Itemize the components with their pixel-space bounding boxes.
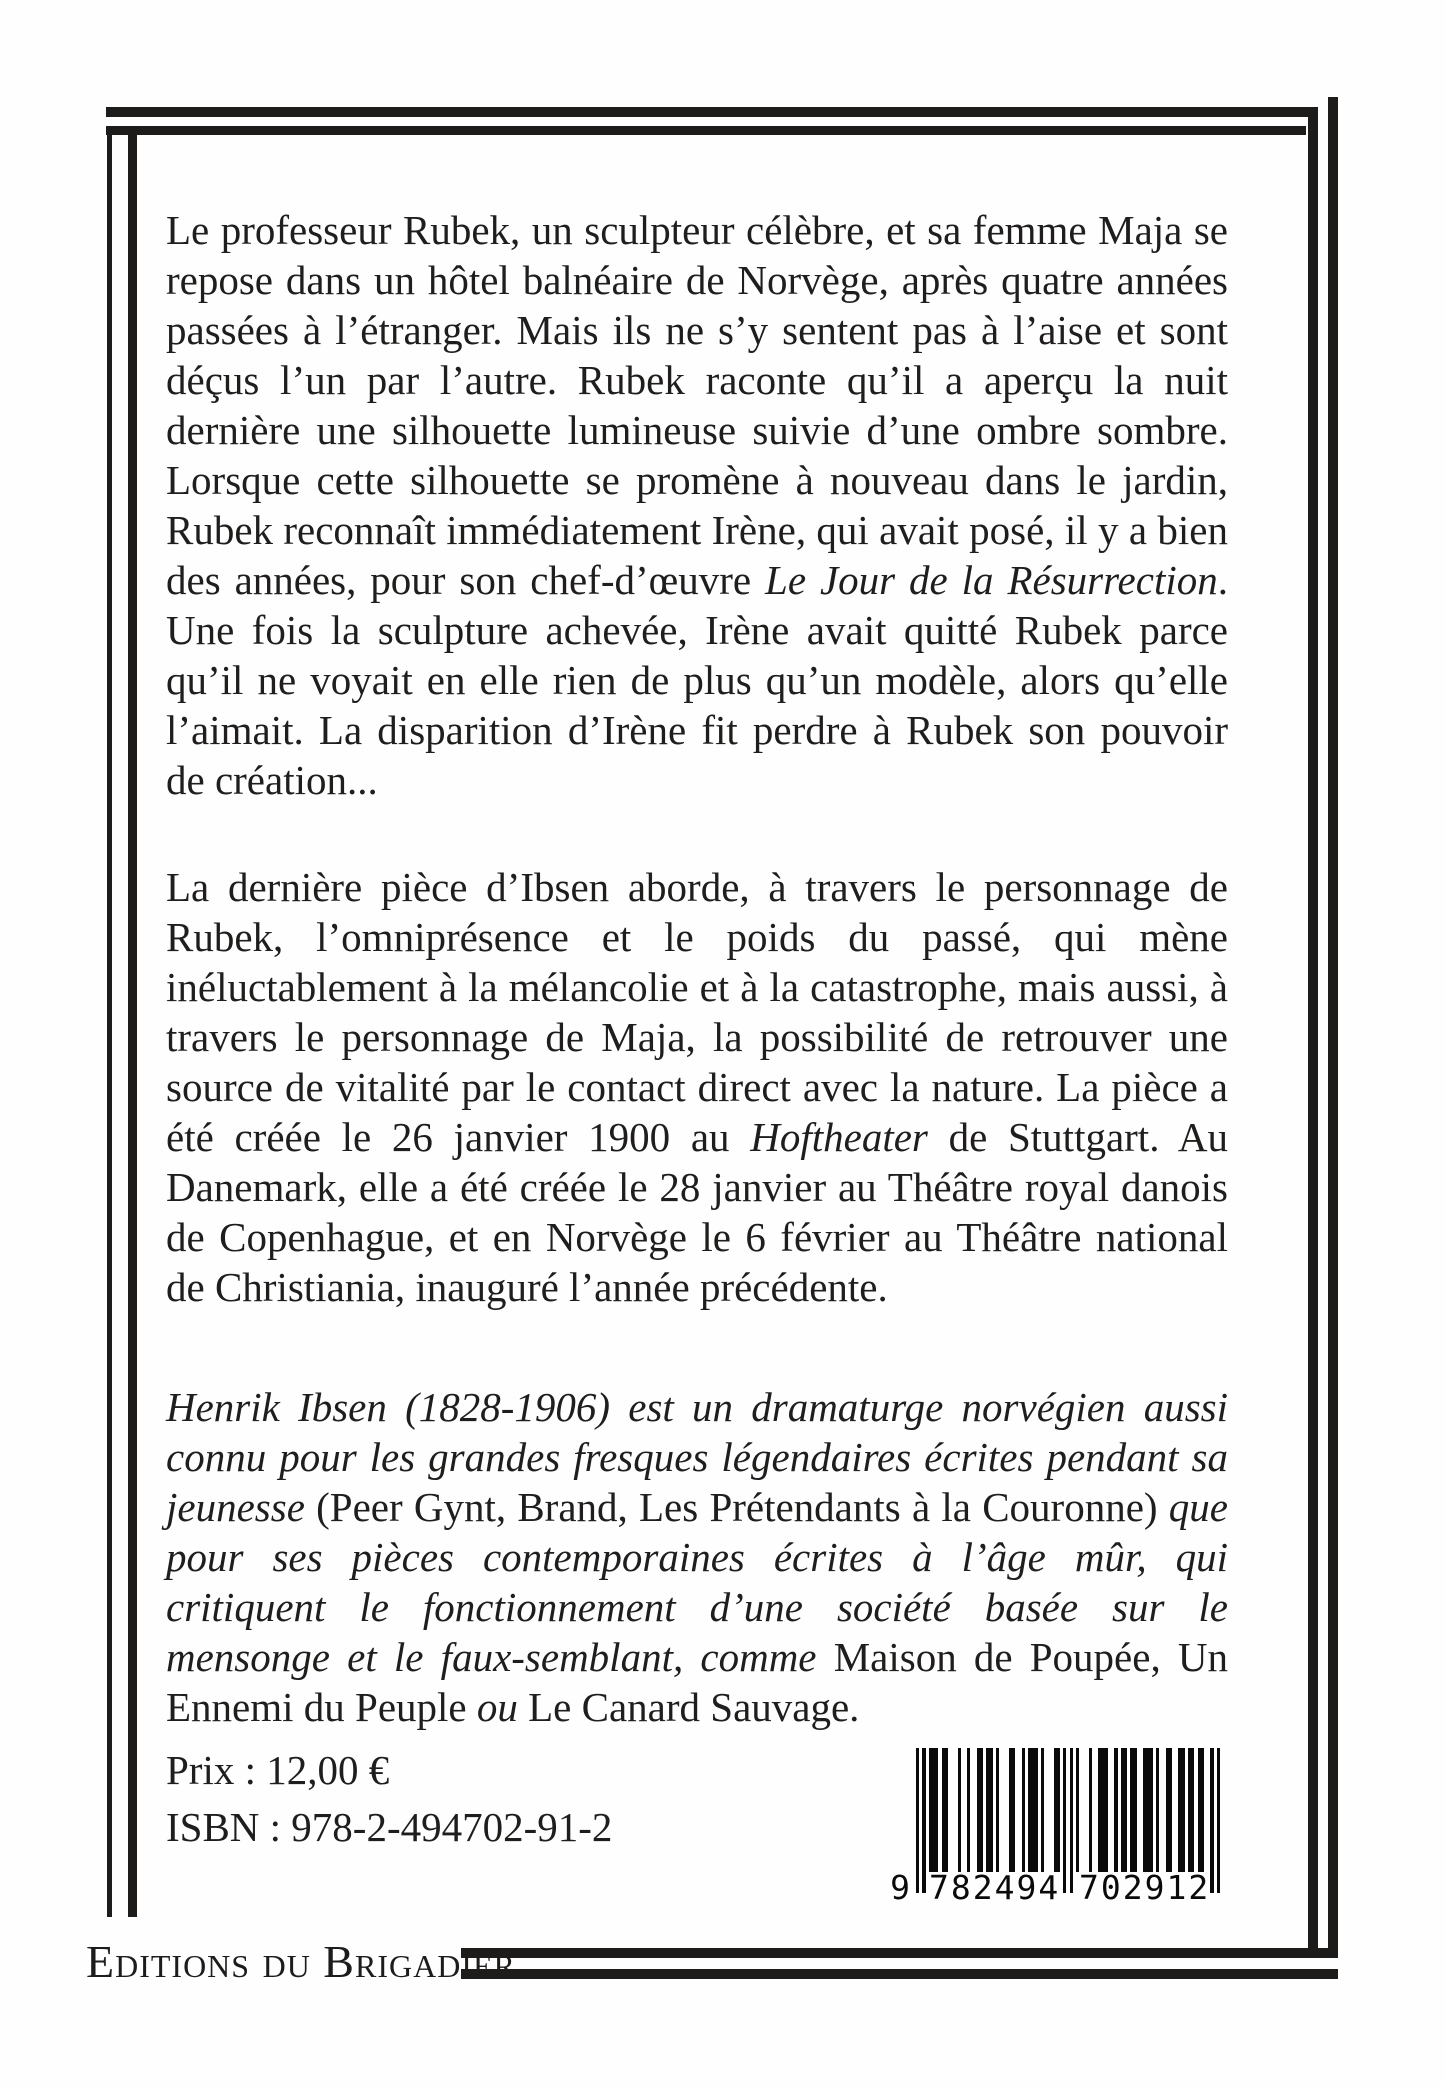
barcode-digits-right: 702912 <box>1079 1868 1211 1907</box>
price-isbn-block <box>166 1742 612 1856</box>
frame-top-rule-inner <box>106 126 1306 135</box>
frame-bottom-rule-2 <box>461 1969 1338 1979</box>
barcode-digit-first: 9 <box>890 1868 910 1907</box>
barcode-digits-left: 782494 <box>929 1868 1061 1907</box>
frame-top-rule-outer <box>106 107 1318 117</box>
isbn-label: ISBN : 978-2-494702-91-2 <box>166 1804 613 1850</box>
frame-left-rule-outer <box>107 126 112 1917</box>
synopsis-paragraph: Le professeur Rubek, un sculpteur célèbre, et sa femme Maja se repose dans un hôtel balnéaire de Norvège, après quatre années passées à l’étranger. Mais ils ne s’y sentent pas à l’aise et sont déçus l’un par l’autre. Rubek raconte qu’il a aperçu la nuit dernière une silhouette lumineuse suivie d’une ombre sombre. Lorsque cette silhouette se promène à nouveau dans le jardin, Rubek reconnaît immédiatement Irène, qui avait posé, il y a bien des années, pour son chef-d’œuvre Le Jour de la Résurrection. Une fois la sculpture achevée, Irène avait quitté Rubek parce qu’il ne voyait en elle rien de plus qu’un modèle, alors qu’elle l’aimait. La disparition d’Irène fit perdre à Rubek son pouvoir de création... <box>166 207 1228 803</box>
frame-right-rule-outer <box>1328 97 1338 1958</box>
price-label: Prix : 12,00 € <box>166 1747 390 1793</box>
frame-left-rule-inner <box>128 135 137 1917</box>
ean13-barcode <box>890 1748 1220 1910</box>
author-bio-paragraph: Henrik Ibsen (1828-1906) est un dramaturge norvégien aussi connu pour les grandes fresques légendaires écrites pendant sa jeunesse (Peer Gynt, Brand, Les Prétendants à la Couronne) que pour ses pièces contemporaines écrites à l’âge mûr, qui critiquent le fonctionnement d’une société basée sur le mensonge et le faux-semblant, comme Maison de Poupée, Un Ennemi du Peuple ou Le Canard Sauvage. <box>166 1384 1228 1730</box>
frame-right-rule-inner <box>1308 107 1318 1958</box>
frame-bottom-rule-1 <box>461 1948 1338 1958</box>
back-cover-text <box>166 205 1228 1732</box>
publisher-name: Editions du Brigadier <box>86 1936 516 1987</box>
production-history-paragraph: La dernière pièce d’Ibsen aborde, à travers le personnage de Rubek, l’omniprésence et le poids du passé, qui mène inéluctablement à la mélancolie et à la catastrophe, mais aussi, à travers le personnage de Maja, la possibilité de retrouver une source de vitalité par le contact direct avec la nature. La pièce a été créée le 26 janvier 1900 au Hoftheater de Stuttgart. Au Danemark, elle a été créée le 28 janvier au Théâtre royal danois de Copenhague, et en Norvège le 6 février au Théâtre national de Christiania, inauguré l’année précédente. <box>166 864 1228 1310</box>
